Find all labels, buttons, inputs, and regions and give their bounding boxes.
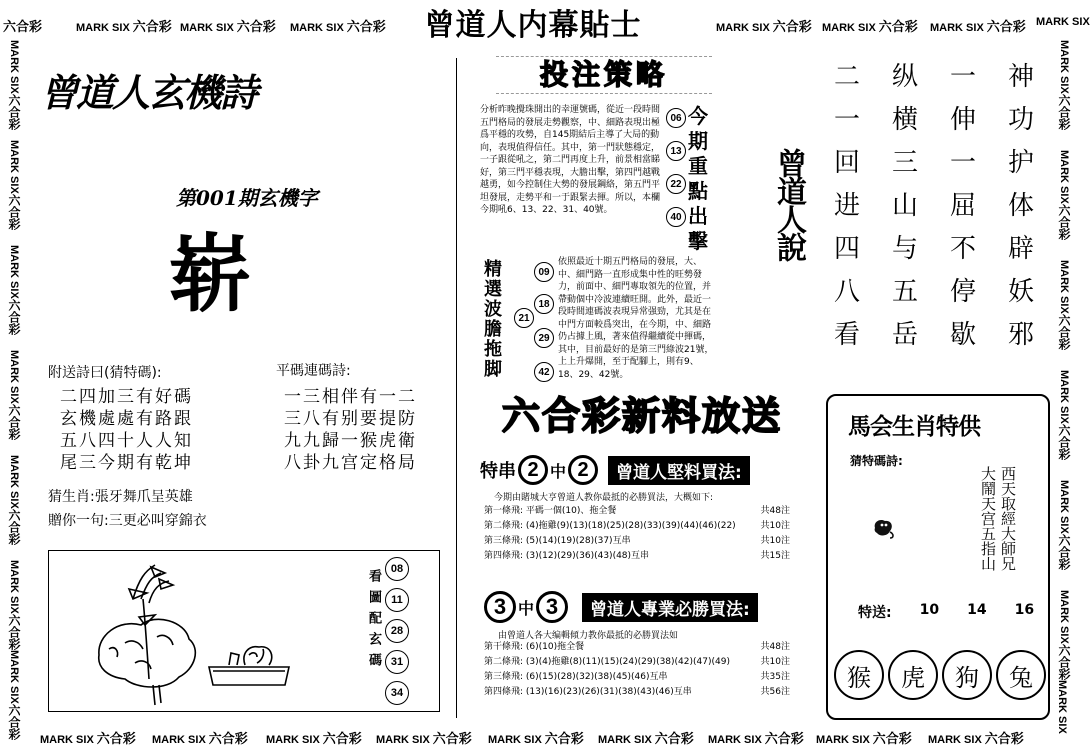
watermark: MARK SIX 六合彩 [488, 732, 584, 747]
poem-char: 伸 [949, 105, 976, 135]
number-ball: 11 [385, 588, 409, 612]
pingma-line: 八卦九宫定格局 [284, 453, 417, 473]
right-poem [834, 60, 1034, 370]
zodiac-title: 馬会生肖特供 [848, 414, 980, 440]
picture-number-list [385, 557, 409, 705]
watermark: MARK SIX 六合彩 [708, 732, 804, 747]
number-ball: 29 [534, 328, 554, 348]
watermark: MARK SIX六合彩 [7, 560, 21, 650]
poem-line: 二四加三有好碼 [60, 387, 193, 407]
poem-line: 五八四十人人知 [60, 431, 193, 451]
poem-label: 附送詩曰(猜特碼): [48, 365, 162, 381]
poem-char: 妖 [1007, 277, 1034, 307]
poem-char: 停 [949, 277, 976, 307]
poem-char: 神 [1007, 62, 1034, 92]
watermark: MARK SIX 六合彩 [376, 732, 472, 747]
animal-circle: 狗 [942, 650, 992, 700]
watermark: MARK SIX六合彩 [7, 455, 21, 545]
poem-char: 看 [834, 320, 861, 350]
poem-col: 西天取經大師兄 [999, 466, 1017, 571]
center-vertical-title: 曾道人說 [771, 148, 806, 260]
watermark: MARK SIX六合彩 [1057, 370, 1071, 460]
poem-line: 尾三今期有乾坤 [60, 453, 193, 473]
row-count: 共15注 [760, 551, 790, 561]
watermark: MARK SIX六合彩 [1057, 150, 1071, 240]
table-row [484, 640, 790, 655]
number-ball: 09 [534, 262, 554, 282]
picture-box [48, 550, 440, 712]
number-ball: 42 [534, 362, 554, 382]
strategy-para-1: 分析昨晚攪珠開出的幸運號碼，從近一段時間五門格局的發展走勢觀察，中、細路表現出極爲平穩的攻勢，自145期結后主導了大局的動向，表現值得信任。其中，第一門狀態穩定，一子跟從吼之，第二門再度上升，前景相當睇好，第三門平穩表現，大膽出擊，第四門越戰越勇，如今控制住大勢的發展鋼絡，第五門平坦發展，走勢平和一于跟緊去揮。所以，本欄今期吼6、13、22、31、40號。 [480, 105, 661, 215]
banner: 六合彩新料放送 [501, 394, 782, 438]
gift-phrase: 贈你一句:三更必叫穿錦衣 [48, 513, 207, 529]
special-send [858, 602, 1034, 622]
row-content: 平碼一個(10)、拖全餐 [525, 506, 617, 516]
big-character: 崭 [168, 225, 253, 323]
strategy-side-numbers-1 [666, 108, 686, 227]
row-count: 共56注 [760, 687, 790, 697]
watermark: MARK SIX六合彩 [1057, 40, 1071, 130]
row-count: 共10注 [760, 657, 790, 667]
number-ball: 31 [385, 650, 409, 674]
poem-column [950, 60, 976, 370]
poem-char: 一 [949, 148, 976, 178]
poem-char: 一 [949, 62, 976, 92]
watermark: MARK SIX [1036, 16, 1090, 28]
number-ball: 21 [514, 308, 534, 328]
special-number: 10 [919, 602, 940, 618]
poem-char: 屈 [949, 191, 976, 221]
poem-char: 纵 [891, 62, 918, 92]
right-watermark-strip [1056, 40, 1076, 734]
row-count: 共10注 [760, 536, 790, 546]
poem-col: 大鬧天宫五指山 [979, 466, 997, 571]
watermark: MARK SIX六合彩 [1057, 590, 1071, 680]
row-count: 共10注 [760, 521, 790, 531]
row-label: 第四條飛: [484, 551, 524, 561]
watermark: MARK SIX 六合彩 [180, 20, 276, 35]
pingma-label: 平碼連碼詩: [276, 363, 351, 379]
poem-column [892, 60, 918, 370]
table-row [484, 504, 790, 519]
number-ball: 22 [666, 174, 686, 194]
table-row [484, 549, 790, 564]
watermark: MARK SIX 六合彩 [928, 732, 1024, 747]
watermark: MARK SIX六合彩 [1057, 480, 1071, 570]
left-title: 曾道人玄機詩 [40, 70, 257, 115]
poem-char: 一 [834, 105, 861, 135]
special-table [484, 504, 790, 564]
monkey-icon [870, 514, 896, 540]
animal-circle: 兔 [996, 650, 1046, 700]
table-row [484, 534, 790, 549]
row-count: 共48注 [760, 642, 790, 652]
row-content: (6)(15)(28)(32)(38)(45)(46)互串 [525, 672, 668, 682]
poem-char: 辟 [1007, 234, 1034, 264]
poem-char: 不 [949, 234, 976, 264]
pingma-line: 一三相伴有一二 [284, 387, 417, 407]
zodiac-box [826, 394, 1050, 720]
table-row [484, 670, 790, 685]
strategy-side-label-2: 精選波膽拖脚 [484, 259, 502, 380]
row-content: (3)(4)拖雞(8)(11)(15)(24)(29)(38)(42)(47)(49) [525, 657, 730, 667]
pingma-block [284, 386, 417, 474]
pingma-line: 三八有别要提防 [284, 409, 417, 429]
watermark: 六合彩 [3, 20, 43, 35]
guess-label: 猜特碼詩: [850, 454, 903, 468]
animal-circle: 猴 [834, 650, 884, 700]
special-number: 14 [967, 602, 987, 618]
special-header [480, 456, 790, 484]
pro-table [484, 640, 790, 700]
bottom-watermark-strip [0, 728, 1080, 746]
row-count: 共35注 [760, 672, 790, 682]
pingma-line: 九九歸一猴虎衛 [284, 431, 417, 451]
poem-column [834, 60, 860, 370]
issue-label: 第001期玄機字 [176, 186, 318, 210]
row-label: 第二條飛: [484, 657, 524, 667]
watermark: MARK SIX 六合彩 [816, 732, 912, 747]
strategy-para-2: 依照最近十期五門格局的發展，大、中、細門路一直形成集中性的旺勢發力，前面中、細門專取領先的位置，并帶動個中冷波連續旺開。此外，最近一段時間連碼波表現异常强勁，尤其是在中門方面較爲突出，在今期，中、細路仍占據上風，著來值得繼續從中揮碼，其中，目前最好的是第三門綠波21號，上上升爆開，至于配腳上，則有9、18、29、42號。 [558, 257, 714, 380]
number-ball: 18 [534, 294, 554, 314]
watermark: MARK SIX 六合彩 [822, 20, 918, 35]
column-divider [456, 58, 457, 718]
pro-header [484, 592, 794, 622]
poem-char: 二 [834, 62, 861, 92]
poem-char: 三 [891, 148, 918, 178]
number-ball: 34 [385, 681, 409, 705]
row-content: (5)(14)(19)(28)(37)互串 [525, 536, 631, 546]
row-count: 共48注 [760, 506, 790, 516]
watermark: MARK SIX 六合彩 [930, 20, 1026, 35]
watermark: MARK SIX 六合彩 [266, 732, 362, 747]
watermark: MARK SIX 六合彩 [76, 20, 172, 35]
watermark: MARK SIX六合彩 [7, 245, 21, 335]
watermark: MARK SIX六合彩 [7, 140, 21, 230]
special-tag: 特串 [480, 461, 516, 482]
zhong-label: 中 [518, 598, 535, 618]
number-ball: 13 [666, 141, 686, 161]
pro-intro: 由曾道人各大编輯傾力教你最抵的必勝買法如 [498, 631, 679, 641]
row-label: 第干條飛: [484, 642, 524, 652]
number-ball: 28 [385, 619, 409, 643]
row-label: 第三條飛: [484, 672, 524, 682]
table-row [484, 685, 790, 700]
strategy-title: 投注策略 [496, 56, 712, 94]
poem-char: 五 [891, 277, 918, 307]
poem-char: 山 [891, 191, 918, 221]
poem-char: 八 [834, 277, 861, 307]
big-number-b: 3 [536, 591, 568, 623]
zhong-label: 中 [550, 461, 567, 481]
left-watermark-strip [6, 40, 26, 740]
poem-char: 与 [891, 234, 918, 264]
number-ball: 08 [385, 557, 409, 581]
row-label: 第一條飛: [484, 506, 524, 516]
watermark: MARK SIX 六合彩 [40, 732, 136, 747]
watermark: MARK SIX [1056, 680, 1068, 734]
special-send-label: 特送: [858, 605, 892, 621]
special-intro: 今期由賭城大亨曾道人教你最抵的必勝買法，大概如下: [494, 493, 714, 503]
watermark: MARK SIX六合彩 [1057, 260, 1071, 350]
watermark: MARK SIX六合彩 [7, 350, 21, 440]
table-row [484, 519, 790, 534]
guess-zodiac: 猜生肖:張牙舞爪呈英雄 [48, 489, 193, 505]
number-ball: 40 [666, 207, 686, 227]
animal-row [834, 650, 1046, 700]
row-label: 第三條飛: [484, 536, 524, 546]
watermark: MARK SIX 六合彩 [716, 20, 812, 35]
row-content: (3)(12)(29)(36)(43)(48)互串 [525, 551, 650, 561]
animal-circle: 虎 [888, 650, 938, 700]
zodiac-poem [978, 466, 1018, 571]
watermark: MARK SIX 六合彩 [290, 20, 386, 35]
poem-char: 功 [1007, 105, 1034, 135]
poem-char: 横 [891, 105, 918, 135]
poem-char: 体 [1007, 191, 1034, 221]
poem-char: 回 [834, 148, 861, 178]
poem-char: 进 [834, 191, 861, 221]
watermark: MARK SIX六合彩 [7, 40, 21, 130]
pro-title: 曾道人專業必勝買法: [582, 593, 758, 622]
special-number: 16 [1014, 602, 1035, 618]
row-label: 第二條飛: [484, 521, 524, 531]
picture-vertical-label: 看圖配玄碼 [366, 569, 381, 674]
special-title: 曾道人堅料買法: [608, 456, 750, 485]
strategy-side-label-1: 今期重點出擊 [688, 104, 708, 253]
row-content: (4)拖雞(9)(13)(18)(25)(28)(33)(39)(44)(46)(22) [525, 521, 736, 531]
row-content: (6)(10)拖全餐 [525, 642, 585, 652]
watermark: MARK SIX 六合彩 [598, 732, 694, 747]
poem-char: 邪 [1007, 320, 1034, 350]
poem-char: 歇 [949, 320, 976, 350]
watermark: MARK SIX六合彩 [7, 650, 21, 740]
row-content: (13)(16)(23)(26)(31)(38)(43)(46)互串 [525, 687, 692, 697]
big-number-a: 2 [518, 455, 548, 485]
poem-block [60, 386, 193, 474]
number-ball: 06 [666, 108, 686, 128]
row-label: 第四條飛: [484, 687, 524, 697]
poem-char: 岳 [891, 320, 918, 350]
poem-char: 护 [1007, 148, 1034, 178]
rock-bamboo-illustration [89, 559, 359, 707]
watermark: MARK SIX 六合彩 [152, 732, 248, 747]
poem-char: 四 [834, 234, 861, 264]
big-number-b: 2 [568, 455, 598, 485]
header-title: 曾道人内幕貼士 [408, 0, 658, 36]
poem-line: 玄機處處有路跟 [60, 409, 193, 429]
table-row [484, 655, 790, 670]
big-number-a: 3 [484, 591, 516, 623]
poem-column [1008, 60, 1034, 370]
